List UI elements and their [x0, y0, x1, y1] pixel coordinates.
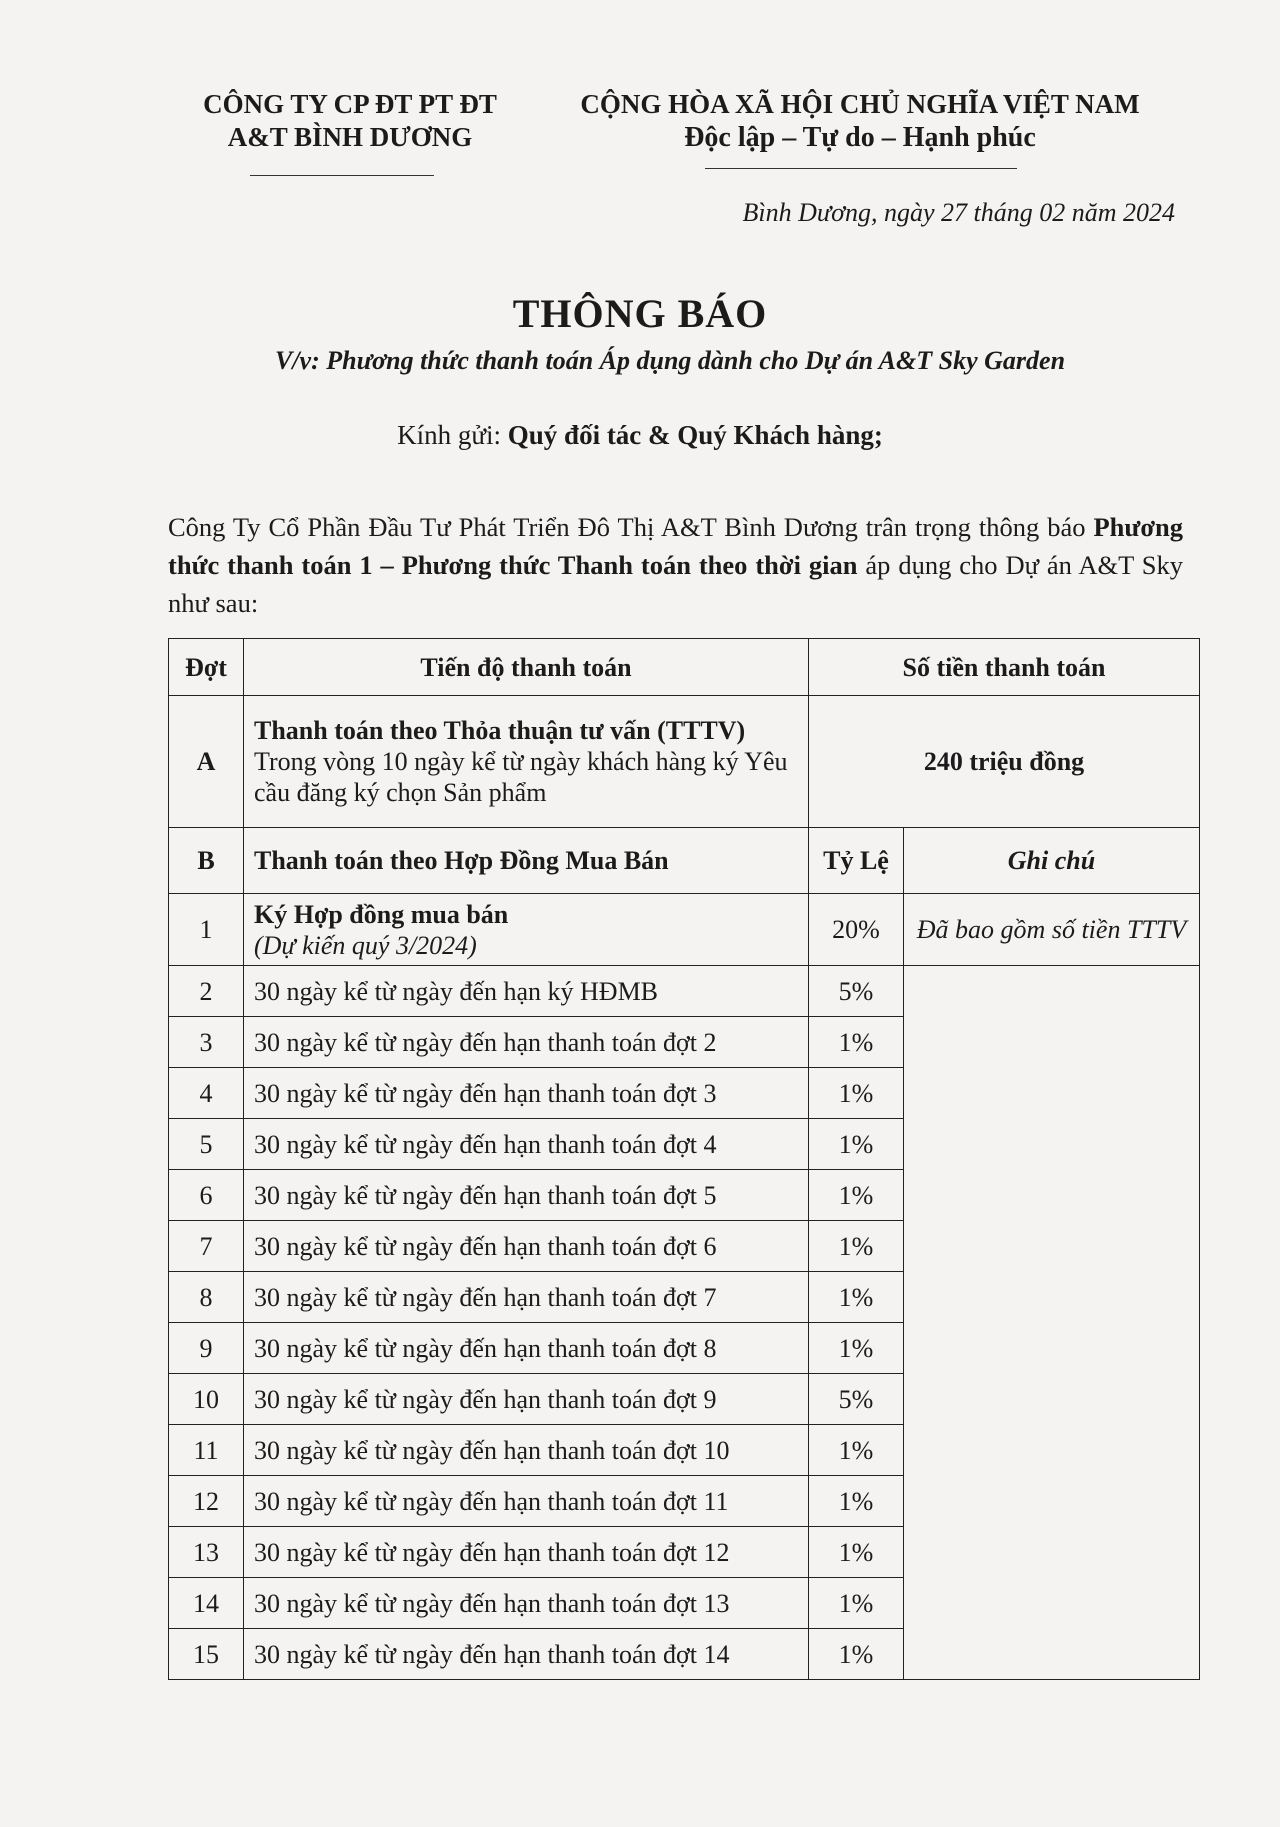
row-1-dot: 1 — [169, 894, 244, 966]
row-b-dot: B — [169, 828, 244, 894]
row-a-amount: 240 triệu đồng — [809, 696, 1200, 828]
row-desc: 30 ngày kể từ ngày đến hạn thanh toán đợt 10 — [244, 1425, 809, 1476]
row-dot: 13 — [169, 1527, 244, 1578]
row-rate: 1% — [809, 1476, 904, 1527]
row-dot: 7 — [169, 1221, 244, 1272]
header-amount: Số tiền thanh toán — [809, 639, 1200, 696]
row-dot: 5 — [169, 1119, 244, 1170]
document-subject: V/v: Phương thức thanh toán Áp dụng dành cho Dự án A&T Sky Garden — [274, 346, 1066, 375]
row-rate: 5% — [809, 1374, 904, 1425]
company-name-block — [165, 88, 535, 154]
row-dot: 2 — [169, 966, 244, 1017]
company-underline — [250, 175, 434, 176]
table-header-row — [169, 639, 1200, 696]
row-1-title: Ký Hợp đồng mua bán — [254, 899, 509, 929]
row-b — [169, 828, 1200, 894]
row-rate: 1% — [809, 1323, 904, 1374]
row-rate: 1% — [809, 1017, 904, 1068]
row-a — [169, 696, 1200, 828]
row-desc: 30 ngày kể từ ngày đến hạn thanh toán đợt 12 — [244, 1527, 809, 1578]
header-dot: Đợt — [169, 639, 244, 696]
company-name-line1: CÔNG TY CP ĐT PT ĐT — [203, 89, 497, 119]
row-rate: 1% — [809, 1221, 904, 1272]
row-1-note: Đã bao gồm số tiền TTTV — [904, 894, 1200, 966]
motto: Độc lập – Tự do – Hạnh phúc — [684, 122, 1036, 153]
intro-part2: áp dụng cho Dự án A&T Sky như sau: — [168, 550, 1183, 618]
row-rate: 1% — [809, 1425, 904, 1476]
intro-paragraph — [168, 508, 1183, 622]
row-dot: 12 — [169, 1476, 244, 1527]
row-desc: 30 ngày kể từ ngày đến hạn thanh toán đợt 2 — [244, 1017, 809, 1068]
row-rate: 1% — [809, 1068, 904, 1119]
row-desc: 30 ngày kể từ ngày đến hạn thanh toán đợt 4 — [244, 1119, 809, 1170]
row-desc: 30 ngày kể từ ngày đến hạn thanh toán đợt 9 — [244, 1374, 809, 1425]
row-a-dot: A — [169, 696, 244, 828]
republic-name: CỘNG HÒA XÃ HỘI CHỦ NGHĨA VIỆT NAM — [580, 89, 1140, 119]
date-line: Bình Dương, ngày 27 tháng 02 năm 2024 — [742, 198, 1175, 227]
row-desc: 30 ngày kể từ ngày đến hạn thanh toán đợt 11 — [244, 1476, 809, 1527]
greeting-recipient: Quý đối tác & Quý Khách hàng; — [507, 420, 883, 450]
row-a-title: Thanh toán theo Thỏa thuận tư vấn (TTTV) — [254, 716, 746, 745]
row-desc: 30 ngày kể từ ngày đến hạn thanh toán đợt 14 — [244, 1629, 809, 1680]
row-1 — [169, 894, 1200, 966]
row-desc: 30 ngày kể từ ngày đến hạn ký HĐMB — [244, 966, 809, 1017]
row-rate: 1% — [809, 1578, 904, 1629]
intro-part1: Công Ty Cổ Phần Đầu Tư Phát Triển Đô Thị A&T Bình Dương trân trọng thông báo — [168, 512, 1094, 542]
row-dot: 15 — [169, 1629, 244, 1680]
table-row — [169, 966, 1200, 1017]
payment-schedule-table — [168, 638, 1200, 1680]
document-title: THÔNG BÁO — [512, 291, 768, 336]
row-dot: 8 — [169, 1272, 244, 1323]
row-rate: 1% — [809, 1272, 904, 1323]
row-1-subtitle: (Dự kiến quý 3/2024) — [254, 930, 477, 960]
row-rate: 1% — [809, 1119, 904, 1170]
national-motto-block — [555, 88, 1165, 154]
row-rate: 1% — [809, 1170, 904, 1221]
notes-empty-cell — [904, 966, 1200, 1680]
row-b-title: Thanh toán theo Hợp Đồng Mua Bán — [244, 828, 809, 894]
greeting-prefix: Kính gửi: — [397, 420, 508, 450]
row-desc: 30 ngày kể từ ngày đến hạn thanh toán đợt 13 — [244, 1578, 809, 1629]
intro-bold: Phương thức thanh toán 1 – Phương thức Thanh toán theo thời gian — [168, 512, 1183, 580]
row-b-note: Ghi chú — [904, 828, 1200, 894]
row-b-rate: Tỷ Lệ — [809, 828, 904, 894]
row-desc: 30 ngày kể từ ngày đến hạn thanh toán đợt 6 — [244, 1221, 809, 1272]
row-desc: 30 ngày kể từ ngày đến hạn thanh toán đợt 5 — [244, 1170, 809, 1221]
greeting — [0, 420, 1280, 451]
row-dot: 3 — [169, 1017, 244, 1068]
row-1-progress — [244, 894, 809, 966]
row-dot: 9 — [169, 1323, 244, 1374]
row-dot: 11 — [169, 1425, 244, 1476]
row-dot: 4 — [169, 1068, 244, 1119]
row-a-progress — [244, 696, 809, 828]
row-desc: 30 ngày kể từ ngày đến hạn thanh toán đợt 3 — [244, 1068, 809, 1119]
row-dot: 6 — [169, 1170, 244, 1221]
header-progress: Tiến độ thanh toán — [244, 639, 809, 696]
company-name-line2: A&T BÌNH DƯƠNG — [227, 122, 473, 152]
row-rate: 1% — [809, 1527, 904, 1578]
row-dot: 14 — [169, 1578, 244, 1629]
row-desc: 30 ngày kể từ ngày đến hạn thanh toán đợt 8 — [244, 1323, 809, 1374]
motto-underline — [705, 168, 1017, 169]
row-a-desc: Trong vòng 10 ngày kể từ ngày khách hàng ký Yêu cầu đăng ký chọn Sản phẩm — [254, 747, 788, 807]
row-rate: 5% — [809, 966, 904, 1017]
row-dot: 10 — [169, 1374, 244, 1425]
row-desc: 30 ngày kể từ ngày đến hạn thanh toán đợt 7 — [244, 1272, 809, 1323]
row-1-rate: 20% — [809, 894, 904, 966]
row-rate: 1% — [809, 1629, 904, 1680]
